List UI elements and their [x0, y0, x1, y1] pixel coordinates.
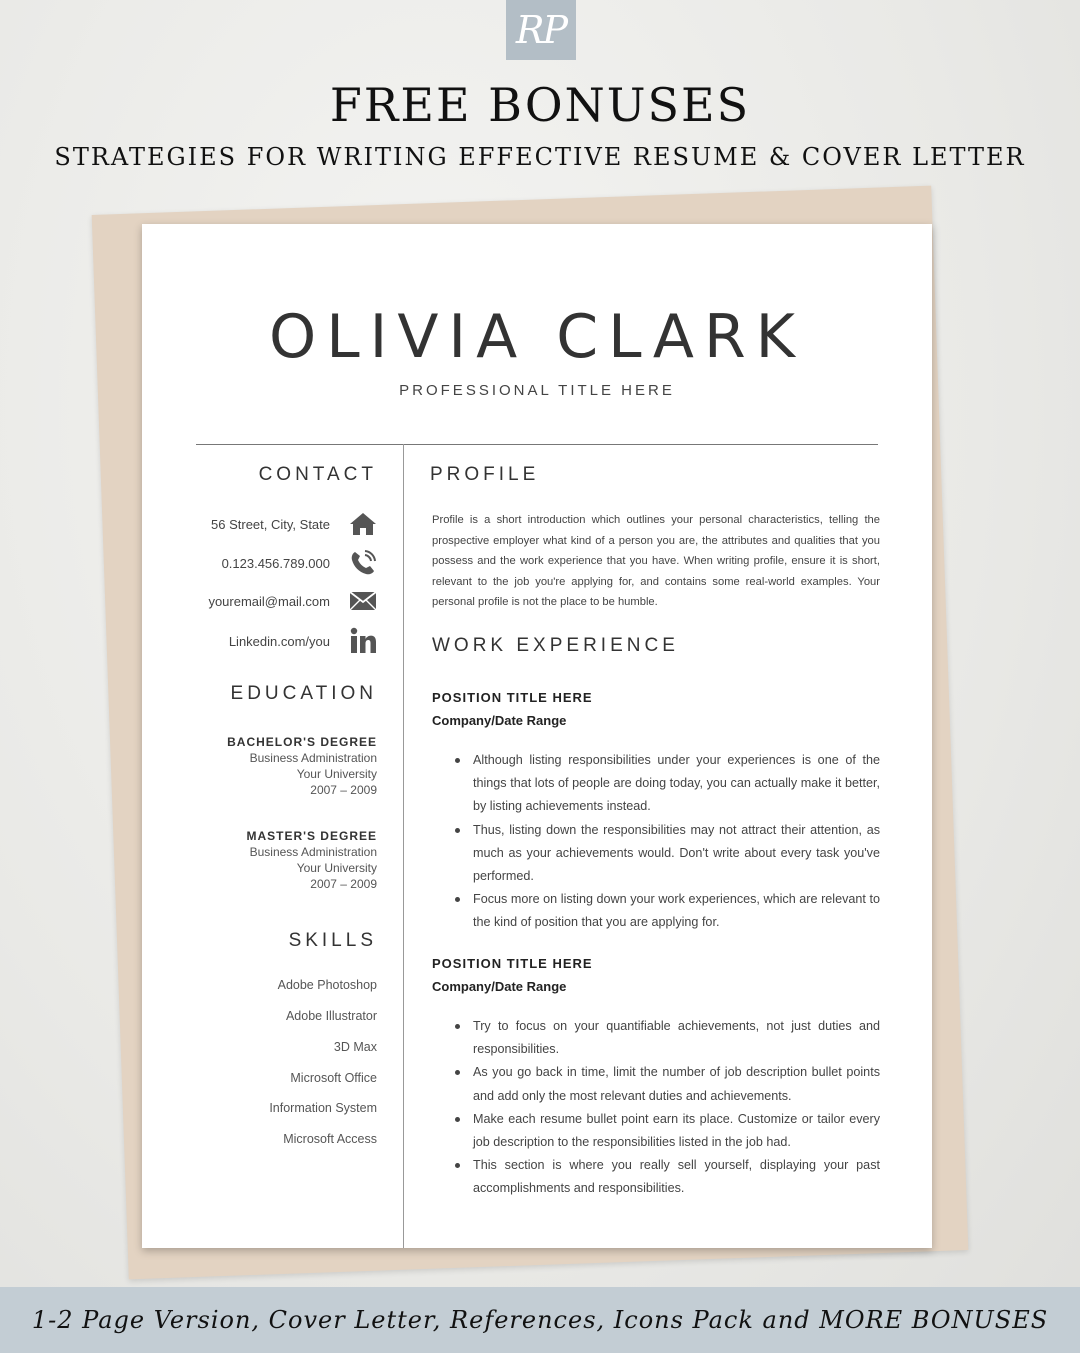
- banner-headline: FREE BONUSES: [329, 78, 751, 132]
- education-dates: 2007 – 2009: [310, 783, 377, 797]
- header-divider: [196, 444, 878, 445]
- contact-email: [208, 586, 378, 616]
- job-bullet: As you go back in time, limit the number of job description bullet points and add only the most relevant duties and achievements.: [432, 1061, 880, 1107]
- education-field: Business Administration: [249, 751, 377, 765]
- banner-subheadline: STRATEGIES FOR WRITING EFFECTIVE RESUME & COVER LETTER: [54, 143, 1026, 171]
- contact-email-text: youremail@mail.com: [208, 593, 330, 609]
- skill-item: Adobe Illustrator: [285, 1009, 377, 1023]
- education-school: Your University: [296, 861, 377, 875]
- job-company-dates: Company/Date Range: [432, 979, 567, 994]
- skill-item: 3D Max: [333, 1040, 377, 1054]
- job-bullet-list: [432, 1015, 880, 1201]
- job-bullet: Try to focus on your quantifiable achievements, not just duties and responsibilities.: [432, 1015, 880, 1061]
- contact-heading: CONTACT: [258, 464, 377, 485]
- column-divider: [403, 444, 404, 1248]
- job-bullet: Make each resume bullet point earn its place. Customize or tailor every job description to the responsibilities listed in the job had.: [432, 1108, 880, 1154]
- education-entry: [246, 828, 377, 892]
- education-field: Business Administration: [249, 845, 377, 859]
- job-bullet-list: [432, 749, 880, 935]
- contact-phone: [222, 548, 378, 578]
- education-dates: 2007 – 2009: [310, 877, 377, 891]
- bonus-footer-band: [0, 1287, 1080, 1353]
- phone-icon: [348, 548, 378, 578]
- skill-item: Microsoft Office: [290, 1071, 377, 1085]
- job-company-dates: Company/Date Range: [432, 713, 567, 728]
- skill-item: Microsoft Access: [283, 1132, 377, 1146]
- education-heading: EDUCATION: [230, 683, 377, 704]
- job-bullet: Although listing responsibilities under your experiences is one of the things that lots of people are doing today, you can actually make it better, by listing achievements instead.: [432, 749, 880, 819]
- job-position-title: POSITION TITLE HERE: [432, 956, 593, 971]
- skill-item: Information System: [269, 1101, 377, 1115]
- contact-phone-text: 0.123.456.789.000: [221, 555, 330, 571]
- skill-item: Adobe Photoshop: [277, 978, 377, 992]
- contact-linkedin: [229, 626, 378, 656]
- work-experience-heading: WORK EXPERIENCE: [432, 635, 679, 656]
- contact-address-text: 56 Street, City, State: [211, 516, 330, 532]
- contact-address: [211, 509, 378, 539]
- resume-name: OLIVIA CLARK: [269, 302, 805, 372]
- rp-logo: RP: [506, 0, 576, 60]
- job-bullet: Thus, listing down the responsibilities may not attract their attention, as much as your achievements would. Don't write about every task you've performed.: [432, 819, 880, 889]
- contact-linkedin-text: Linkedin.com/you: [228, 633, 330, 649]
- education-entry: [227, 734, 377, 798]
- home-icon: [348, 509, 378, 539]
- profile-text: Profile is a short introduction which outlines your personal characteristics, telling the prospective employer what kind of a person you are, the attributes and qualities that you possess and the work experience that you have. When writing profile, ensure it is short, relevant to the job you're applying for, and contains some real-world examples. Your personal profile is not the place to be humble.: [432, 514, 880, 608]
- mail-icon: [348, 586, 378, 616]
- profile-heading: PROFILE: [430, 464, 540, 485]
- skills-heading: SKILLS: [288, 930, 377, 951]
- linkedin-icon: [348, 626, 378, 656]
- job-bullet: This section is where you really sell yourself, displaying your past accomplishments and responsibilities.: [432, 1154, 880, 1200]
- job-bullet: Focus more on listing down your work experiences, which are relevant to the kind of position that you are applying for.: [432, 888, 880, 934]
- education-degree: BACHELOR'S DEGREE: [227, 735, 377, 749]
- job-position-title: POSITION TITLE HERE: [432, 690, 593, 705]
- resume-professional-title: PROFESSIONAL TITLE HERE: [399, 382, 675, 399]
- education-school: Your University: [296, 767, 377, 781]
- footer-text: 1-2 Page Version, Cover Letter, References, Icons Pack and MORE BONUSES: [31, 1306, 1049, 1334]
- education-degree: MASTER'S DEGREE: [246, 829, 377, 843]
- resume-page: [142, 224, 932, 1248]
